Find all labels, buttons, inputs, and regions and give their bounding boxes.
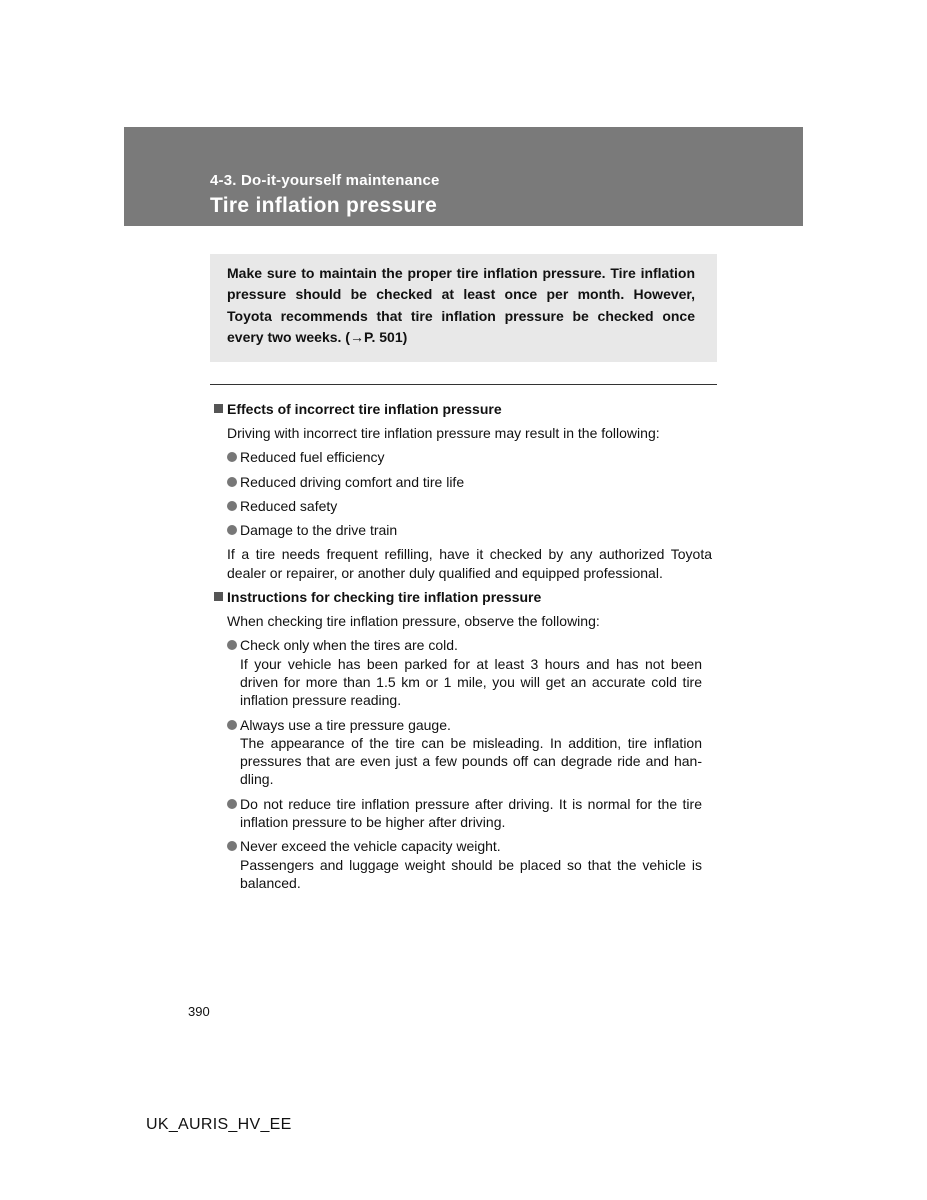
- list-item: [227, 837, 702, 892]
- list-item-detail: If your vehicle has been parked for at least 3 hours and has not been driven for more than 1.5 km or 1 mile, you will get an accurate cold tire inflation pressure reading.: [240, 655, 702, 709]
- effects-heading-text: Effects of incorrect tire inflation pressure: [227, 401, 502, 417]
- list-item: [227, 636, 702, 709]
- round-bullet-icon: [227, 841, 237, 851]
- round-bullet-icon: [227, 452, 237, 462]
- document-code: UK_AURIS_HV_EE: [146, 1116, 292, 1133]
- page-number: 390: [188, 1004, 210, 1019]
- list-item-title: Do not reduce tire inflation pressure after driving. It is normal for the tire inflation pressure to be higher after driving.: [240, 795, 702, 831]
- instructions-heading: [210, 588, 717, 608]
- list-item-text: Reduced fuel efficiency: [240, 449, 385, 466]
- list-item: [227, 795, 702, 832]
- effects-lead: Driving with incorrect tire inflation pressure may result in the following:: [227, 425, 660, 441]
- round-bullet-icon: [227, 501, 237, 511]
- instructions-lead: When checking tire inflation pressure, observe the following:: [227, 613, 600, 630]
- round-bullet-icon: [227, 799, 237, 809]
- round-bullet-icon: [227, 477, 237, 487]
- effects-closing: If a tire needs frequent refilling, have it checked by any authorized Toyota dealer or repairer, or another duly qualified and equipped professional.: [227, 546, 712, 581]
- list-item: [227, 448, 702, 466]
- round-bullet-icon: [227, 525, 237, 535]
- list-item-detail: The appearance of the tire can be misleading. In addition, tire inflation pressures that are even just a few pounds off can degrade ride and han-dling.: [240, 734, 702, 788]
- content-area: [210, 400, 717, 892]
- instructions-list: [210, 636, 717, 892]
- list-item-title: Always use a tire pressure gauge.: [240, 716, 451, 733]
- list-item: [227, 497, 702, 515]
- list-item-text: Reduced driving comfort and tire life: [240, 473, 465, 490]
- list-item: [227, 473, 702, 491]
- instructions-heading-text: Instructions for checking tire inflation pressure: [227, 589, 542, 606]
- list-item-text: Damage to the drive train: [240, 522, 398, 539]
- square-bullet-icon: [214, 592, 223, 601]
- square-bullet-icon: [214, 404, 223, 413]
- list-item-detail: Passengers and luggage weight should be placed so that the vehicle is balanced.: [240, 856, 702, 891]
- divider: [210, 384, 717, 385]
- list-item-text: Reduced safety: [240, 497, 338, 514]
- page-title: Tire inflation pressure: [210, 194, 438, 217]
- effects-heading: [210, 400, 717, 420]
- round-bullet-icon: [227, 640, 237, 650]
- intro-text: Make sure to maintain the proper tire inflation pressure. Tire inflation pressure should be checked at least once per month. However, Toyota recommends that tire inflation pressure be checked once every two weeks. (→P. 501): [227, 265, 695, 345]
- effects-list: [210, 448, 717, 539]
- list-item: [227, 716, 702, 789]
- list-item-title: Never exceed the vehicle capacity weight.: [240, 838, 501, 855]
- list-item: [227, 521, 702, 539]
- list-item-title: Check only when the tires are cold.: [240, 637, 458, 654]
- intro-box: [210, 254, 717, 362]
- round-bullet-icon: [227, 720, 237, 730]
- section-header-band: [124, 127, 803, 226]
- section-label: 4-3. Do-it-yourself maintenance: [210, 172, 440, 189]
